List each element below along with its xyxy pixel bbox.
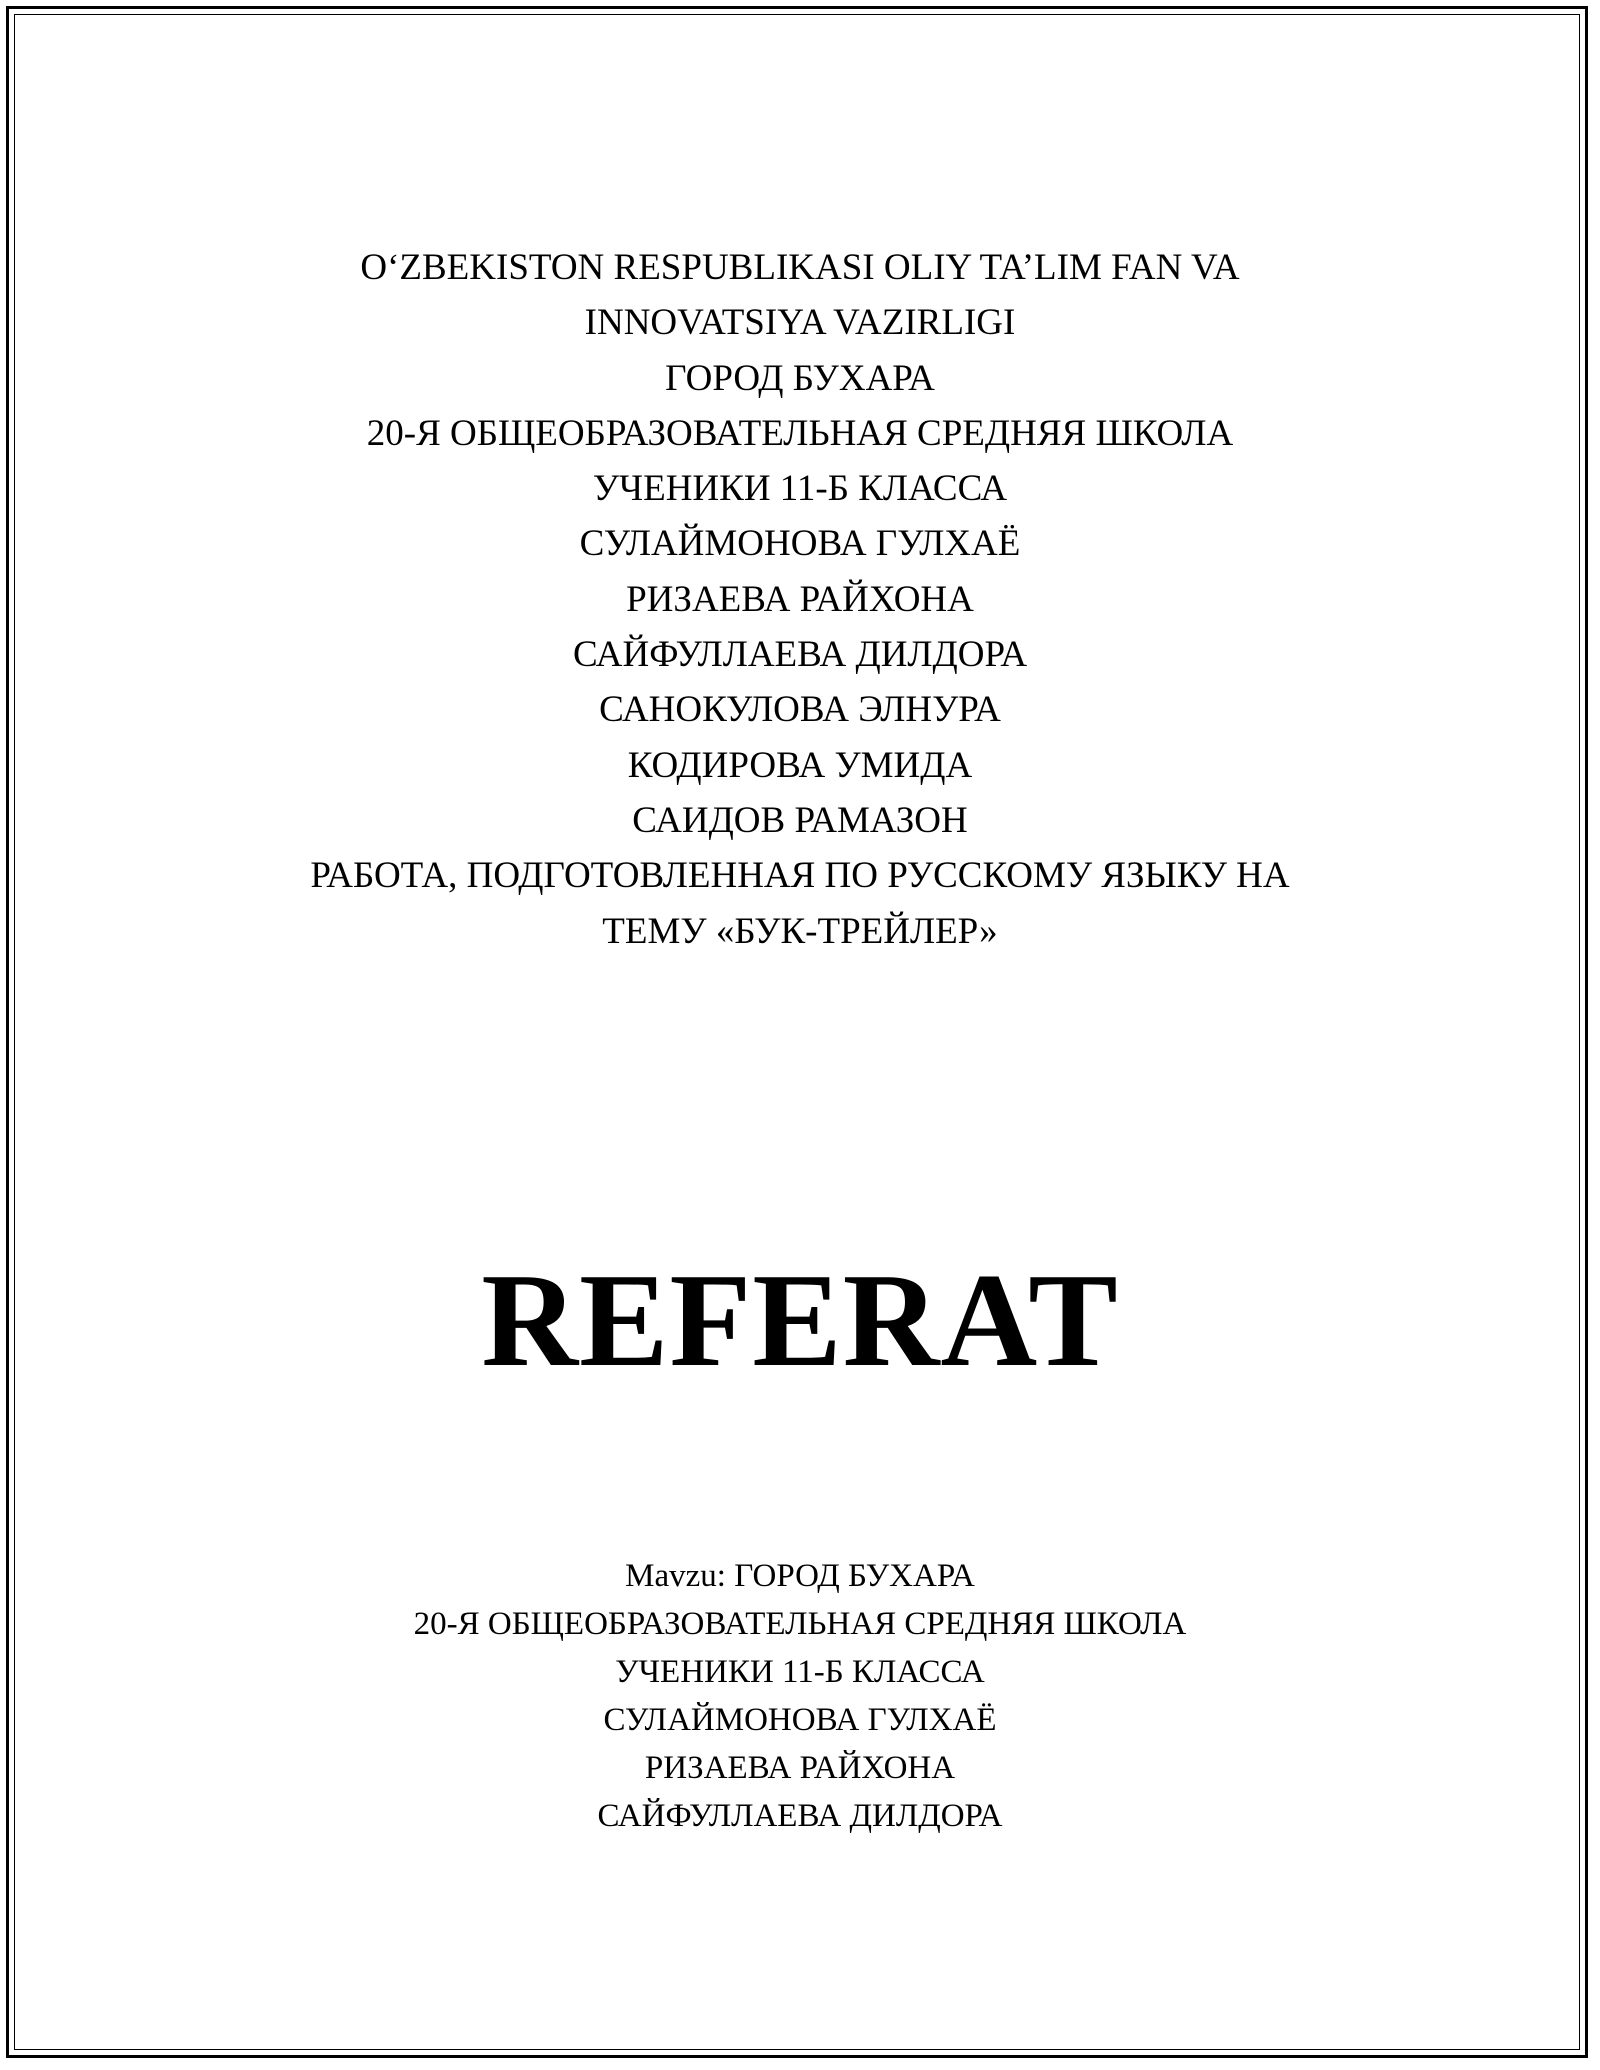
header-work-description-line-2: ТЕМУ «БУК-ТРЕЙЛЕР»: [602, 910, 998, 952]
header-student-name: САИДОВ РАМАЗОН: [632, 799, 968, 841]
document-title: REFERAT: [481, 1246, 1119, 1394]
header-ministry-line-2: INNOVATSIYA VAZIRLIGI: [584, 302, 1016, 344]
header-school: 20-Я ОБЩЕОБРАЗОВАТЕЛЬНАЯ СРЕДНЯЯ ШКОЛА: [366, 412, 1234, 454]
topic-student-name: САЙФУЛЛАЕВА ДИЛДОРА: [597, 1798, 1003, 1834]
header-class: УЧЕНИКИ 11-Б КЛАССА: [592, 468, 1008, 510]
topic-class: УЧЕНИКИ 11-Б КЛАССА: [615, 1654, 985, 1690]
header-student-name: САНОКУЛОВА ЭЛНУРА: [599, 689, 1001, 731]
topic-student-name: СУЛАЙМОНОВА ГУЛХАЁ: [603, 1702, 997, 1738]
header-student-name: СУЛАЙМОНОВА ГУЛХАЁ: [579, 523, 1021, 565]
header-student-name: САЙФУЛЛАЕВА ДИЛДОРА: [572, 634, 1028, 676]
title-page-header: [0, 240, 1600, 959]
header-student-name: КОДИРОВА УМИДА: [627, 744, 973, 786]
header-city: ГОРОД БУХАРА: [665, 357, 935, 399]
topic-label-line: Mavzu: ГОРОД БУХАРА: [625, 1558, 975, 1594]
topic-school: 20-Я ОБЩЕОБРАЗОВАТЕЛЬНАЯ СРЕДНЯЯ ШКОЛА: [413, 1606, 1187, 1642]
topic-student-name: РИЗАЕВА РАЙХОНА: [644, 1750, 956, 1786]
header-work-description-line-1: РАБОТА, ПОДГОТОВЛЕННАЯ ПО РУССКОМУ ЯЗЫКУ НА: [310, 855, 1290, 897]
header-ministry-line-1: O‘ZBEKISTON RESPUBLIKASI OLIY TA’LIM FAN VA: [360, 247, 1240, 288]
header-student-name: РИЗАЕВА РАЙХОНА: [626, 578, 974, 620]
topic-block: [0, 1552, 1600, 1840]
